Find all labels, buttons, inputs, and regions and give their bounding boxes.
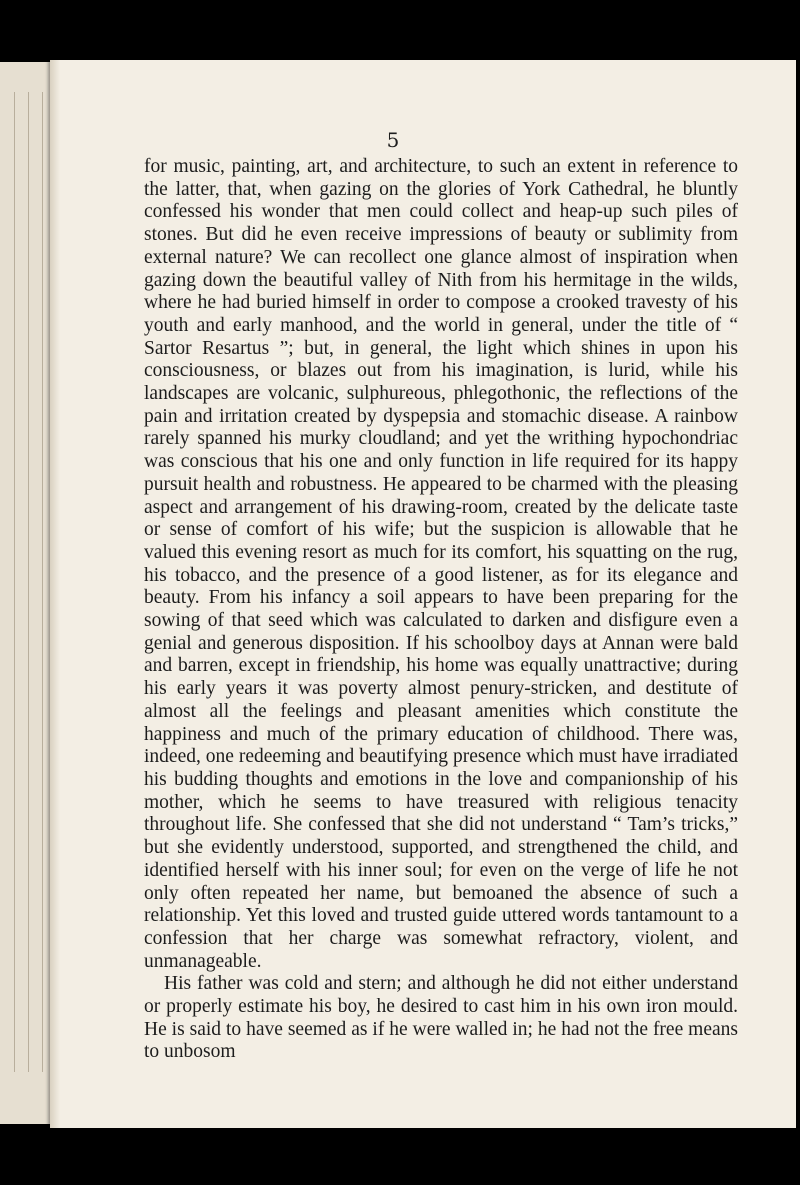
page-stack-line [42, 92, 43, 1072]
facing-page-edge [0, 62, 52, 1124]
page-number: 5 [386, 128, 400, 152]
body-text [144, 156, 738, 1064]
paragraph: for music, painting, art, and architecture, to such an extent in reference to the latter, that, when gazing on the glories of York Cathedral, he bluntly confessed his wonder that men could collect and heap-up such piles of stones. But did he even receive impressions of beauty or sublimity from external nature? We can recollect one glance almost of inspiration when gazing down the beautiful valley of Nith from his hermitage in the wilds, where he had buried himself in order to compose a crooked travesty of his youth and early manhood, and the world in general, under the title of “ Sartor Resartus ”; but, in general, the light which shines in upon his consciousness, or blazes out from his imagination, is lurid, while his landscapes are volcanic, sulphureous, phlegothonic, the reflections of the pain and irritation created by dyspepsia and stomachic disease. A rainbow rarely spanned his murky cloudland; and yet the writhing hypochondriac was conscious that his one and only function in life required for its happy pursuit health and robustness. He appeared to be charmed with the pleasing aspect and arrangement of his drawing-room, created by the delicate taste or sense of comfort of his wife; but the suspicion is allowable that he valued this evening resort as much for its comfort, his squatting on the rug, his tobacco, and the presence of a good listener, as for its elegance and beauty. From his infancy a soil appears to have been preparing for the sowing of that seed which was calculated to darken and disfigure even a genial and generous disposition. If his schoolboy days at Annan were bald and barren, except in friendship, his home was equally unattractive; during his early years it was poverty almost penury-stricken, and destitute of almost all the feelings and pleasant amenities which constitute the happiness and much of the primary education of childhood. There was, indeed, one redeeming and beautifying presence which must have irradiated his budding thoughts and emotions in the love and companionship of his mother, which he seems to have treasured with religious tenacity throughout life. She confessed that she did not understand “ Tam’s tricks,” but she evidently understood, supported, and strengthened the child, and identified herself with his inner soul; for even on the verge of life he not only often repeated her name, but bemoaned the absence of such a relationship. Yet this loved and trusted guide uttered words tantamount to a confession that her charge was somewhat refractory, violent, and unmanageable. [144, 156, 738, 972]
book-page [50, 60, 796, 1128]
page-stack-line [28, 92, 29, 1072]
paragraph: His father was cold and stern; and although he did not either understand or properly estimate his boy, he desired to cast him in his own iron mould. He is said to have seemed as if he were walled in; he had not the free means to unbosom [144, 973, 738, 1063]
page-gutter [50, 60, 60, 1128]
page-stack-line [14, 92, 15, 1072]
